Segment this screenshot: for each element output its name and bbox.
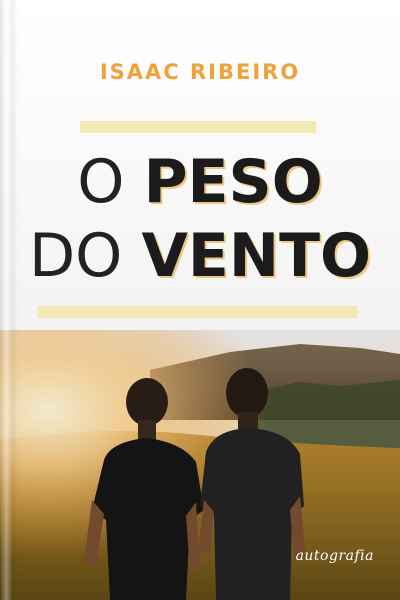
- author-name: ISAAC RIBEIRO: [99, 60, 301, 84]
- title-word-o: O: [77, 147, 125, 217]
- title-line-1: [0, 147, 400, 217]
- publisher-logo: autografia: [295, 548, 374, 564]
- title-line-2: [0, 221, 400, 291]
- title-word-do: DO: [28, 221, 123, 291]
- title-word-vento: VENTO: [141, 221, 372, 291]
- decorative-stripe-top: [80, 121, 316, 133]
- title-word-peso: PESO: [143, 147, 323, 217]
- decorative-stripe-bottom: [38, 306, 358, 318]
